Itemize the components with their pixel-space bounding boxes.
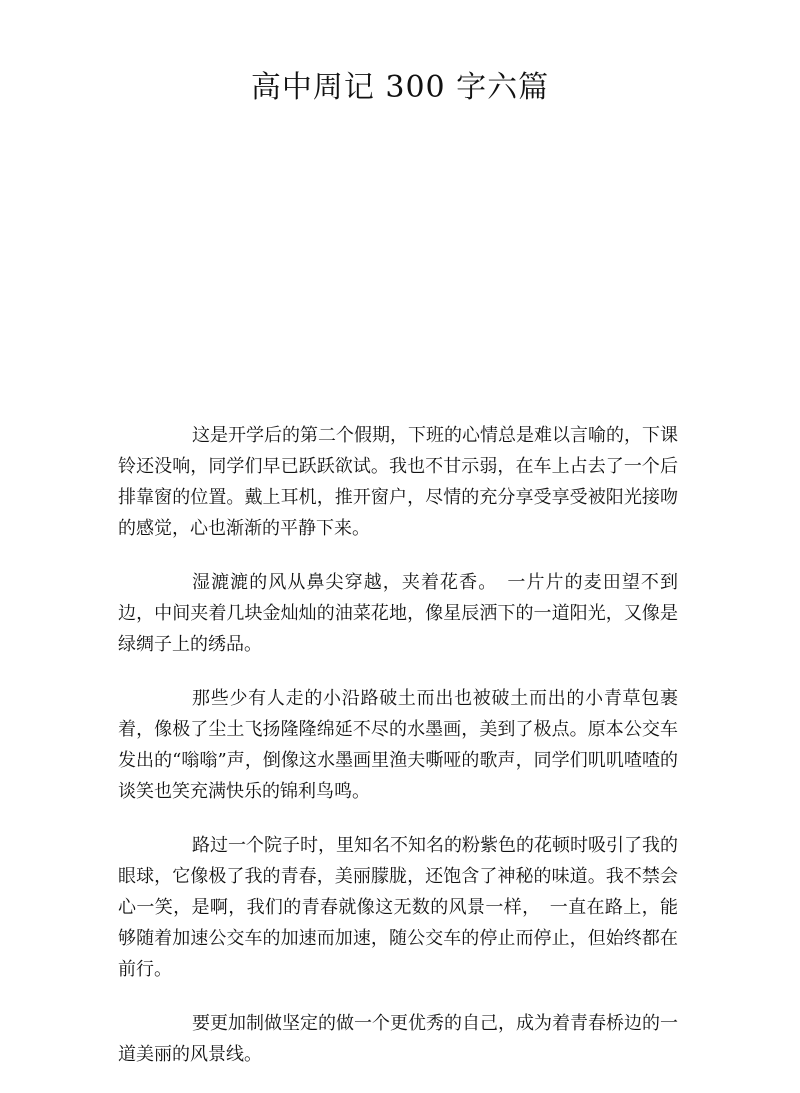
paragraph-2: 湿漉漉的风从鼻尖穿越，夹着花香。 一片片的麦田望不到边，中间夹着几块金灿灿的油菜花地，像星辰洒下的一道阳光，又像是绿绸子上的绣品。 xyxy=(118,572,678,655)
paragraph-4: 路过一个院子时，里知名不知名的粉紫色的花顿时吸引了我的眼球，它像极了我的青春，美丽朦胧，还饱含了神秘的味道。我不禁会心一笑，是啊，我们的青春就像这无数的风景一样， 一直在路上，能够随着加速公交车的加速而加速，随公交车的停止而停止，但始终都在前行。 xyxy=(118,835,678,980)
paragraph-3: 那些少有人走的小沿路破土而出也被破土而出的小青草包裹着，像极了尘土飞扬隆隆绵延不尽的水墨画，美到了极点。原本公交车发出的“嗡嗡”声，倒像这水墨画里渔夫嘶哑的歌声，同学们叽叽喳喳的谈笑也笑充满快乐的锦利鸟鸣。 xyxy=(118,688,678,802)
document-title: 高中周记 300 字六篇 xyxy=(250,70,550,105)
document-body xyxy=(118,420,678,1093)
paragraph-1: 这是开学后的第二个假期，下班的心情总是难以言喻的，下课铃还没响，同学们早已跃跃欲试。我也不甘示弱，在车上占去了一个后排靠窗的位置。戴上耳机，推开窗户，尽情的充分享受享受被阳光接吻的感觉，心也渐渐的平静下来。 xyxy=(118,425,678,539)
paragraph-5: 要更加制做坚定的做一个更优秀的自己，成为着青春桥边的一道美丽的风景线。 xyxy=(118,1013,678,1065)
